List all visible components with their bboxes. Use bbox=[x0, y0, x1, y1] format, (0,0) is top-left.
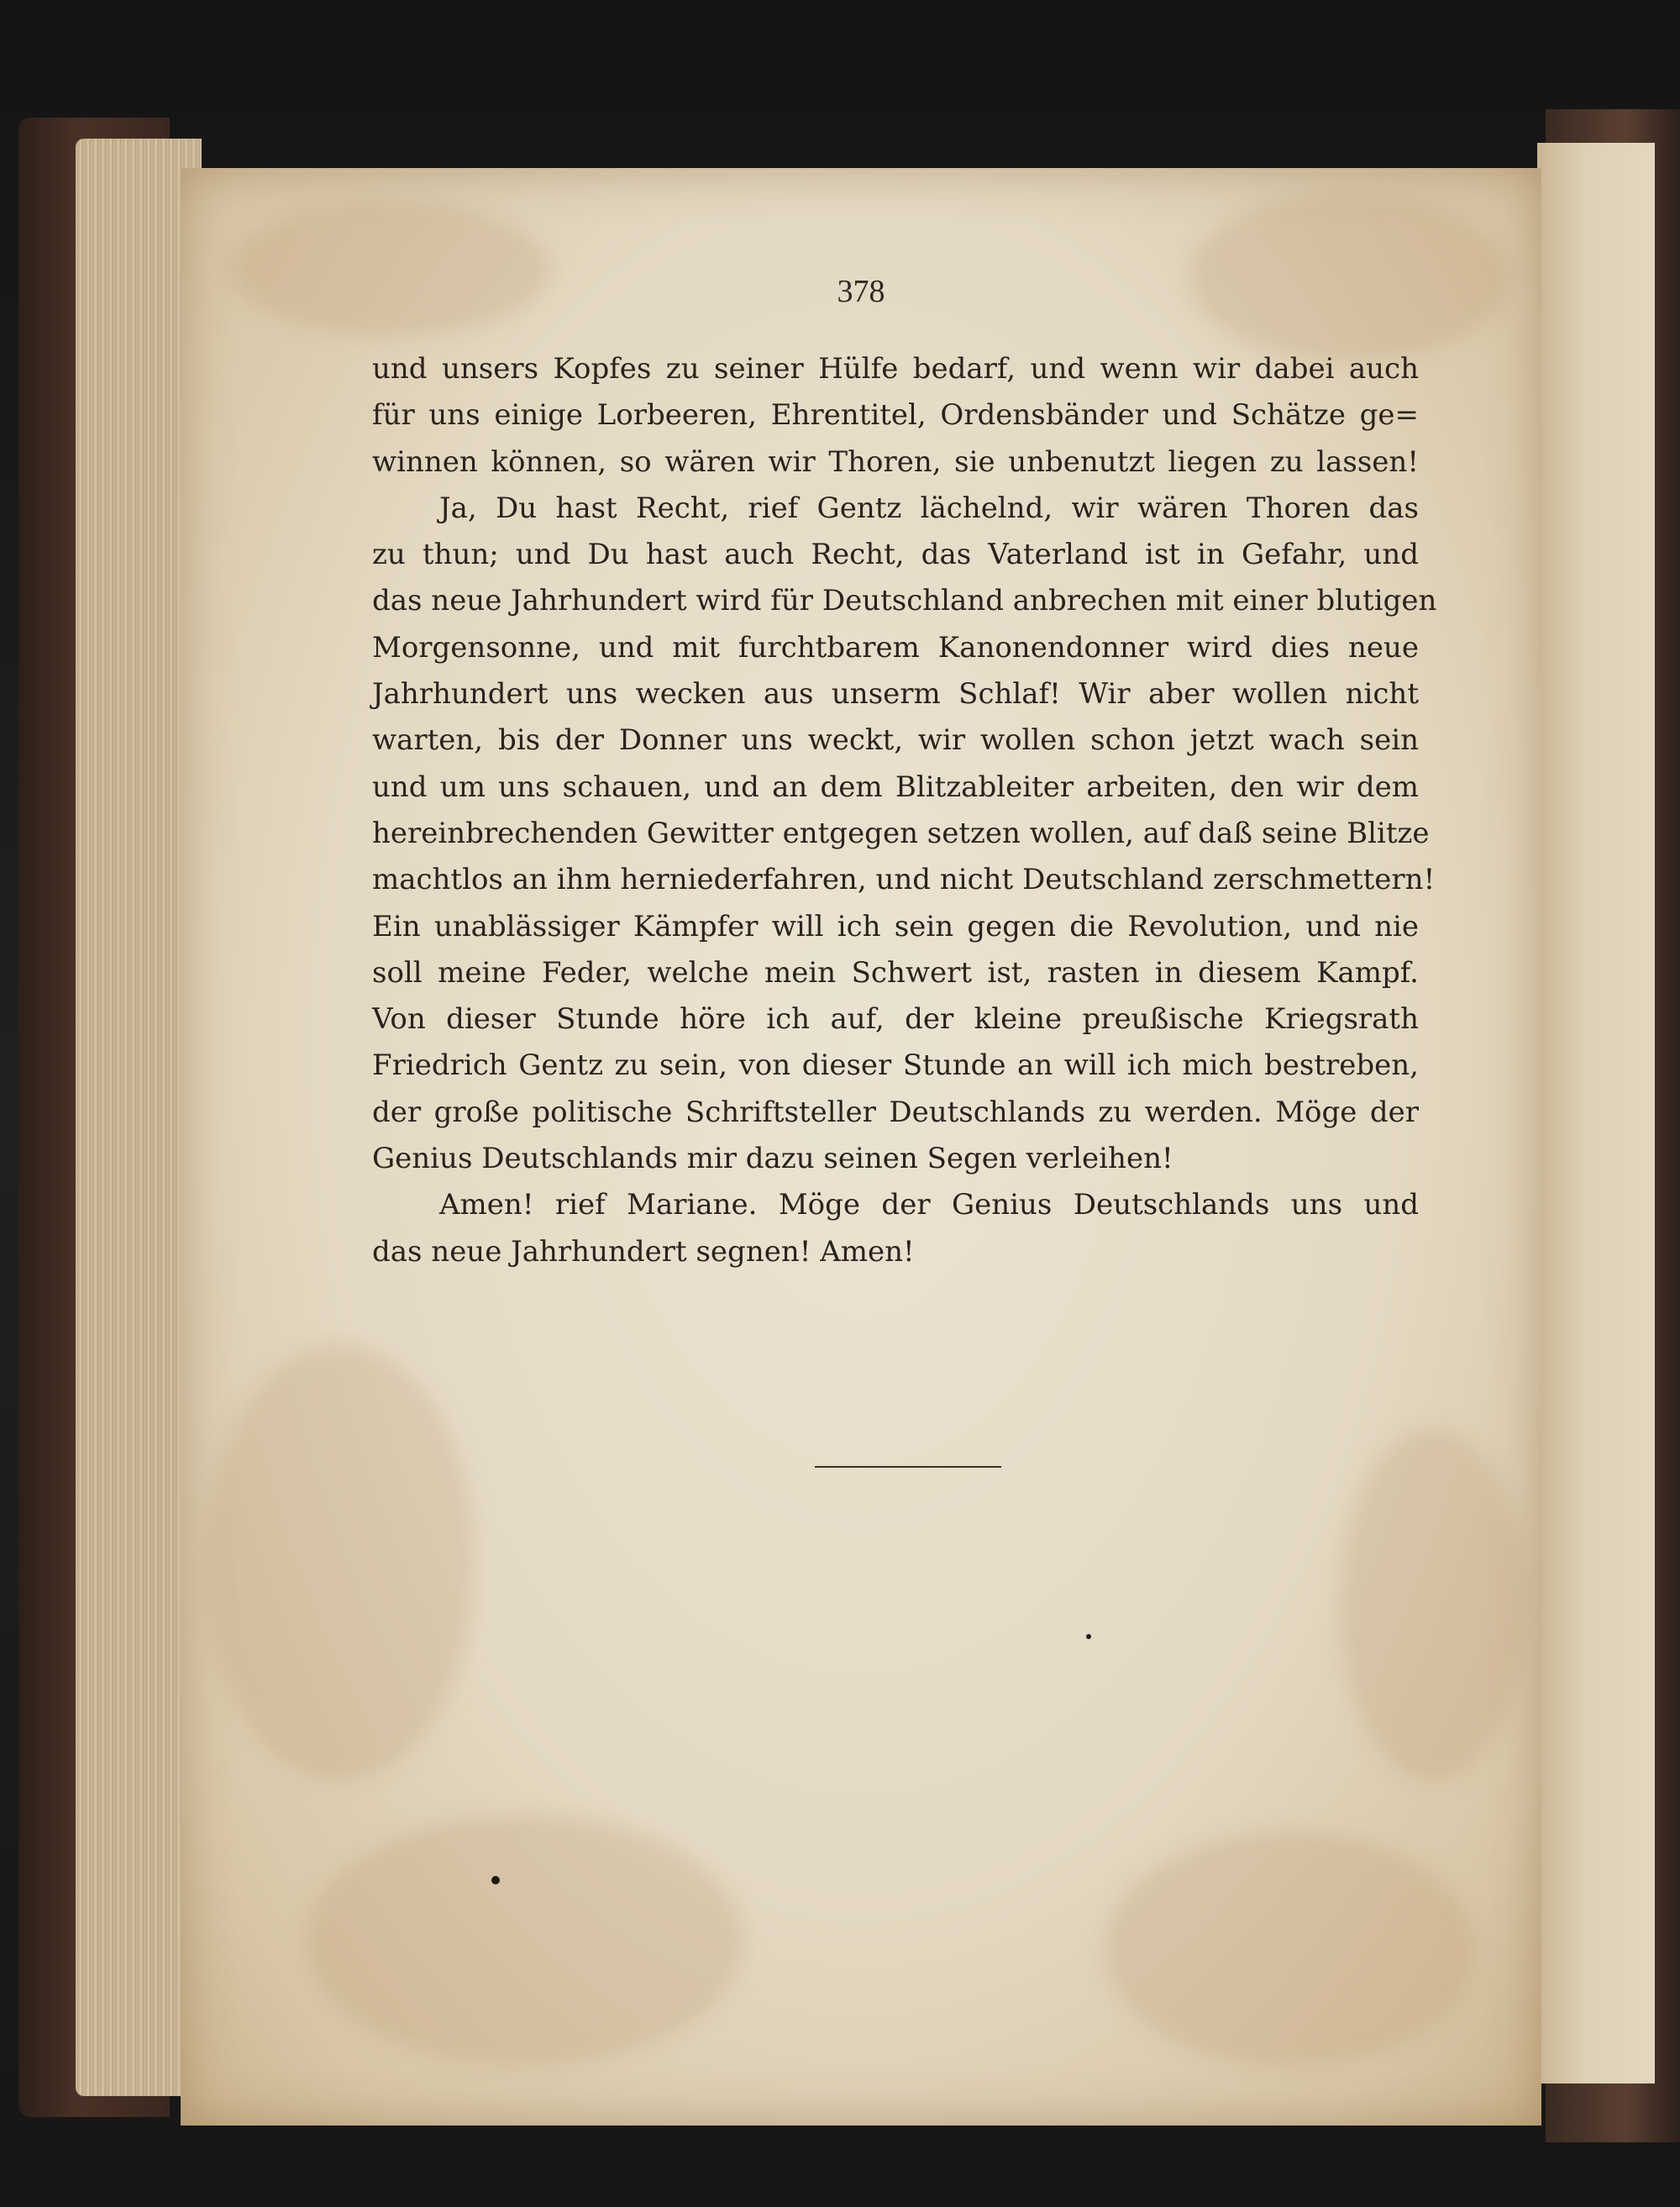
text-line: für uns einige Lorbeeren, Ehrentitel, Ordensbänder und Schätze ge= bbox=[372, 398, 1419, 433]
text-line: winnen können, so wären wir Thoren, sie unbenutzt liegen zu lassen! bbox=[372, 444, 1419, 479]
text-line: und unsers Kopfes zu seiner Hülfe bedarf, und wenn wir dabei auch bbox=[372, 352, 1419, 386]
text-line: und um uns schauen, und an dem Blitzableiter arbeiten, den wir dem bbox=[372, 770, 1419, 804]
text-line: Amen! rief Mariane. Möge der Genius Deutschlands uns und bbox=[439, 1188, 1419, 1222]
text-line: soll meine Feder, welche mein Schwert ist, rasten in diesem Kampf. bbox=[372, 955, 1419, 990]
body-text bbox=[372, 346, 1437, 1275]
ink-speck bbox=[491, 1876, 500, 1884]
book-page bbox=[181, 168, 1541, 2126]
foxing-stain bbox=[1340, 1428, 1525, 1781]
text-line: Jahrhundert uns wecken aus unserm Schlaf! Wir aber wollen nicht bbox=[372, 677, 1419, 712]
page-number: 378 bbox=[837, 274, 885, 309]
text-line: der große politische Schriftsteller Deutschlands zu werden. Möge der bbox=[372, 1095, 1419, 1129]
text-line: Genius Deutschlands mir dazu seinen Segen verleihen! bbox=[372, 1142, 1173, 1176]
text-line: Ja, Du hast Recht, rief Gentz lächelnd, wir wären Thoren das bbox=[439, 491, 1419, 525]
end-rule bbox=[815, 1466, 1001, 1468]
text-line: Von dieser Stunde höre ich auf, der kleine preußische Kriegsrath bbox=[372, 1002, 1419, 1037]
text-line: zu thun; und Du hast auch Recht, das Vaterland ist in Gefahr, und bbox=[372, 538, 1419, 572]
text-line: Friedrich Gentz zu sein, von dieser Stunde an will ich mich bestreben, bbox=[372, 1048, 1419, 1083]
text-line: Ein unablässiger Kämpfer will ich sein gegen die Revolution, und nie bbox=[372, 909, 1419, 943]
ink-speck bbox=[1086, 1634, 1091, 1639]
foxing-stain bbox=[1105, 1831, 1474, 2067]
facing-page-edge bbox=[1537, 143, 1655, 2084]
text-line: machtlos an ihm herniederfahren, und nicht Deutschland zerschmettern! bbox=[372, 863, 1436, 897]
foxing-stain bbox=[231, 202, 550, 336]
text-line: hereinbrechenden Gewitter entgegen setzen wollen, auf daß seine Blitze bbox=[372, 816, 1430, 850]
text-line: das neue Jahrhundert wird für Deutschland anbrechen mit einer blutigen bbox=[372, 584, 1437, 618]
text-line: Morgensonne, und mit furchtbarem Kanonendonner wird dies neue bbox=[372, 630, 1419, 665]
foxing-stain bbox=[307, 1815, 743, 2067]
text-line: das neue Jahrhundert segnen! Amen! bbox=[372, 1234, 915, 1269]
text-line: warten, bis der Donner uns weckt, wir wollen schon jetzt wach sein bbox=[372, 723, 1419, 758]
foxing-stain bbox=[206, 1344, 475, 1781]
